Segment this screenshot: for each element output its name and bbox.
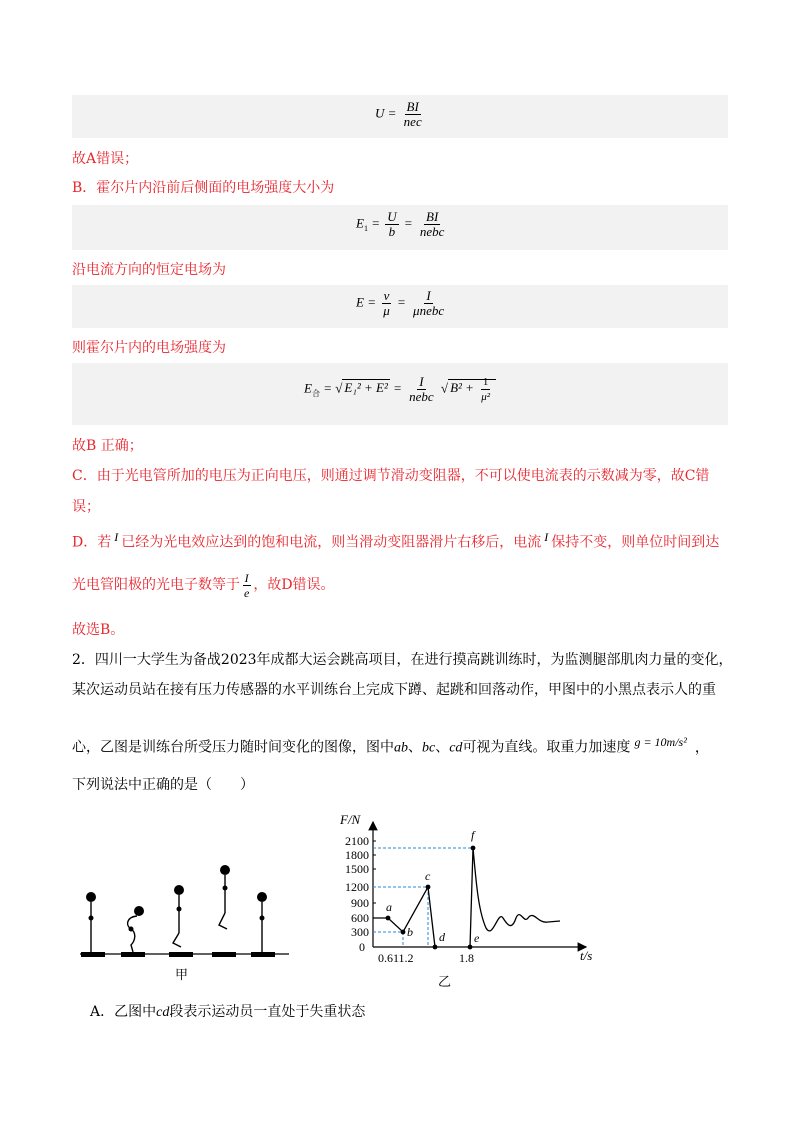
total-field: 则霍尔片内的电场强度为	[72, 340, 226, 356]
figure-jump-1	[173, 885, 184, 947]
point-label-b: b	[407, 925, 413, 939]
point-e	[468, 945, 473, 950]
d-line-2: 光电管阳极的光电子数等于 $\frac{I}{e}$ ，故D错误。	[72, 570, 335, 600]
x-tick-labels: 0.611.2	[378, 951, 414, 965]
b-correct: 故B 正确；	[72, 438, 143, 454]
point-label-e: e	[474, 931, 480, 945]
figure-jump-2	[219, 865, 230, 929]
point-a	[386, 916, 391, 921]
d-line-1: D．若 I 已经为光电效应达到的饱和电流，则当滑动变阻器滑片右移后，电流 I 保持不变，则单位时间到达	[72, 530, 720, 551]
question-line-4: 下列说法中正确的是（ ）	[72, 777, 254, 793]
y-tick-label: 1200	[345, 880, 369, 894]
question-line-3: 心，乙图是训练台所受压力随时间变化的图像，图中ab、bc、cd可视为直线。取重力加速度 g = 10m/s² ，	[72, 735, 709, 756]
figure-stand	[86, 892, 96, 952]
formula-e: E = $\frac{v}{\mu}$ = $\frac{I}{\text{μnebc}}$	[356, 288, 445, 318]
b-intro: B．霍尔片内沿前后侧面的电场强度大小为	[72, 180, 335, 196]
figure-land	[257, 892, 267, 952]
y-tick-label: 1800	[345, 848, 369, 862]
figure-jia	[75, 855, 295, 985]
question-line-2: 某次运动员站在接有压力传感器的水平训练台上完成下蹲、起跳和回落动作，甲图中的小黑点表示人的重	[72, 682, 716, 698]
current-field: 沿电流方向的恒定电场为	[72, 262, 226, 278]
x-tick-label-1.8: 1.8	[459, 951, 474, 965]
figure-jia-label: 甲	[175, 967, 189, 982]
chart-x-ticks	[378, 951, 474, 965]
chart-x-label: t/s	[580, 948, 593, 963]
y-tick-label: 2100	[345, 834, 369, 848]
chart-y-label: F/N	[340, 812, 361, 827]
point-f	[471, 846, 476, 851]
formula-u: U = $\frac{BI}{\text{nec}}$	[375, 99, 422, 129]
figure-yi-label: 乙	[438, 974, 452, 989]
y-tick-label: 1500	[345, 862, 369, 876]
figure-yi-chart	[318, 800, 618, 990]
y-tick-label: 600	[351, 911, 369, 925]
c-line-2: 误；	[72, 499, 100, 515]
y-tick-label: 300	[351, 925, 369, 939]
origin-label: 0	[359, 940, 365, 954]
a-wrong: 故A错误；	[72, 151, 139, 167]
formula-e1: $E_1$ = $\frac{U}{b}$ = $\frac{BI}{\text{nebc}}$	[356, 209, 445, 239]
y-tick-label: 900	[351, 896, 369, 910]
answer: 故选B。	[72, 622, 125, 638]
formula-e-total: $E_合$ = √ E₁² + E² = $\frac{I}{\text{nebc}}$ √ B² + $\frac{1}{\text{μ²}}$	[304, 375, 496, 404]
point-c	[426, 885, 431, 890]
question-line-1: 2．四川一大学生为备战2023年成都大运会跳高项目，在进行摸高跳训练时，为监测腿部肌肉力量的变化，	[72, 652, 733, 668]
chart-guides	[373, 848, 473, 947]
point-label-c: c	[425, 869, 431, 883]
point-label-a: a	[386, 900, 392, 914]
point-d	[433, 945, 438, 950]
point-b	[401, 930, 406, 935]
point-label-f: f	[471, 828, 475, 842]
point-label-d: d	[439, 930, 445, 944]
figure-squat	[128, 906, 144, 952]
option-a: A．乙图中cd段表示运动员一直处于失重状态	[90, 1004, 366, 1020]
chart-y-ticks	[345, 834, 376, 954]
c-line-1: C．由于光电管所加的电压为正向电压，则通过调节滑动变阻器，不可以使电流表的示数减为零，故C错	[72, 468, 710, 484]
